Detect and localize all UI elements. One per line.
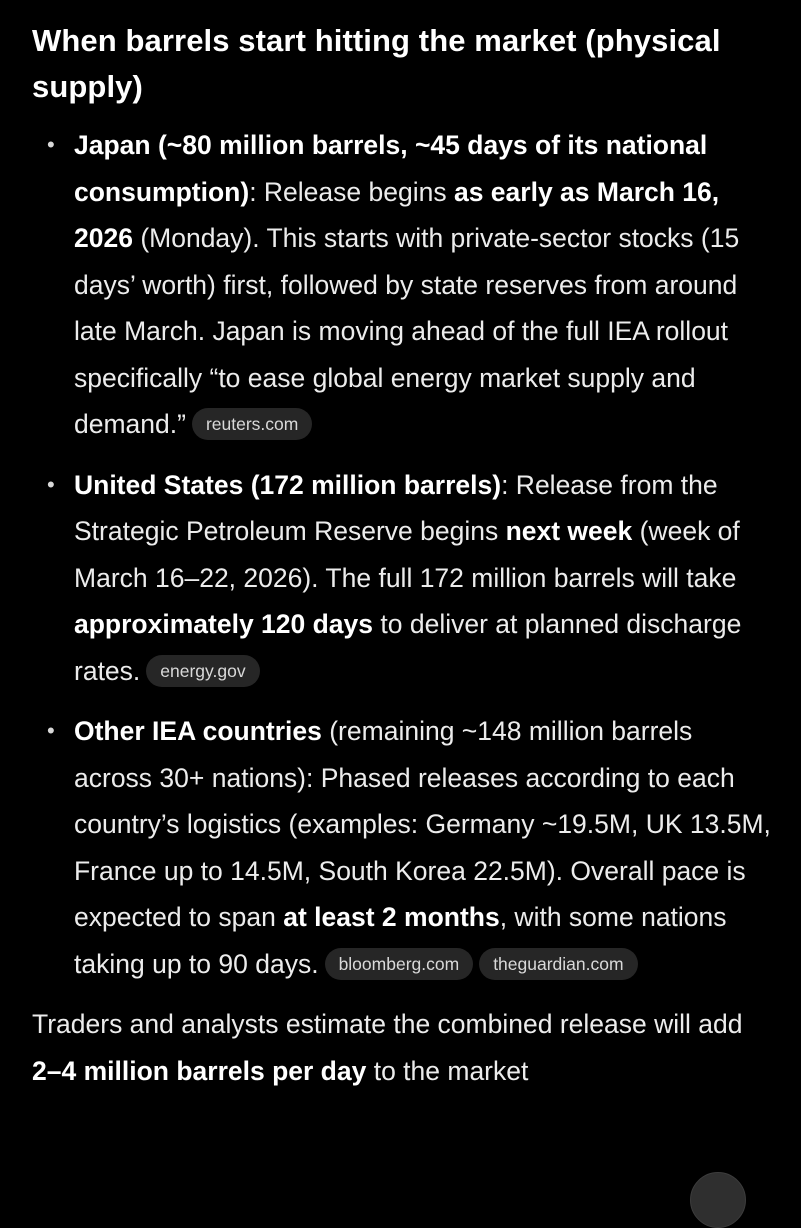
bullet-icon: •	[47, 718, 55, 743]
summary-text: Traders and analysts estimate the combined release will add	[32, 1009, 743, 1039]
source-chip-guardian[interactable]: theguardian.com	[479, 948, 637, 980]
summary-bold-text: 2–4 million barrels per day	[32, 1055, 367, 1086]
item-bold-text: next week	[505, 516, 633, 546]
summary-text: to the market	[366, 1055, 529, 1086]
bottom-fade	[0, 1160, 801, 1200]
source-chip-bloomberg[interactable]: bloomberg.com	[325, 948, 474, 980]
bullet-icon: •	[47, 132, 55, 157]
item-text: : Release begins	[249, 176, 454, 207]
source-chip-energy-gov[interactable]: energy.gov	[146, 655, 259, 687]
list-item-united-states	[32, 462, 777, 695]
item-text: , with some nations taking up to 90 days.	[74, 902, 727, 979]
item-text: (Monday). This starts with private-sector stocks (15 days’ worth) first, followed by state reserves from around late March. Japan is moving ahead of the full IEA rollout specifically “to ease global energy market supply and demand.”	[74, 223, 740, 439]
item-bold-text: at least 2 months	[283, 902, 500, 932]
scroll-down-button[interactable]	[690, 1172, 746, 1228]
bullet-icon: •	[47, 471, 55, 497]
section-heading: When barrels start hitting the market (physical supply)	[32, 23, 721, 104]
list-item-other-iea	[32, 708, 777, 987]
source-chip-reuters[interactable]: reuters.com	[192, 408, 312, 440]
item-bold-text: Japan (~80 million barrels, ~45 days of its national consumption)	[74, 130, 708, 207]
item-bold-text: as early as March 16, 2026	[74, 176, 720, 253]
summary-paragraph	[32, 1001, 777, 1094]
item-text: to deliver at planned discharge rates.	[74, 609, 742, 686]
item-text: (week of March 16–22, 2026). The full 172 million barrels will take	[74, 516, 740, 593]
item-text: (remaining ~148 million barrels across 30+ nations): Phased releases according to each country’s logistics (examples: Germany ~19.5M, UK 13.5M, France up to 14.5M, South Korea 22.5M). Overall pace is expected to span	[74, 716, 771, 932]
item-bold-text: Other IEA countries	[74, 716, 322, 746]
item-text: : Release from the Strategic Petroleum Reserve begins	[74, 469, 718, 546]
item-bold-text: approximately 120 days	[74, 609, 374, 639]
list-item-japan	[32, 122, 777, 448]
item-bold-text: United States (172 million barrels)	[74, 469, 502, 500]
assistant-message	[32, 18, 777, 1094]
supply-list	[32, 122, 777, 987]
